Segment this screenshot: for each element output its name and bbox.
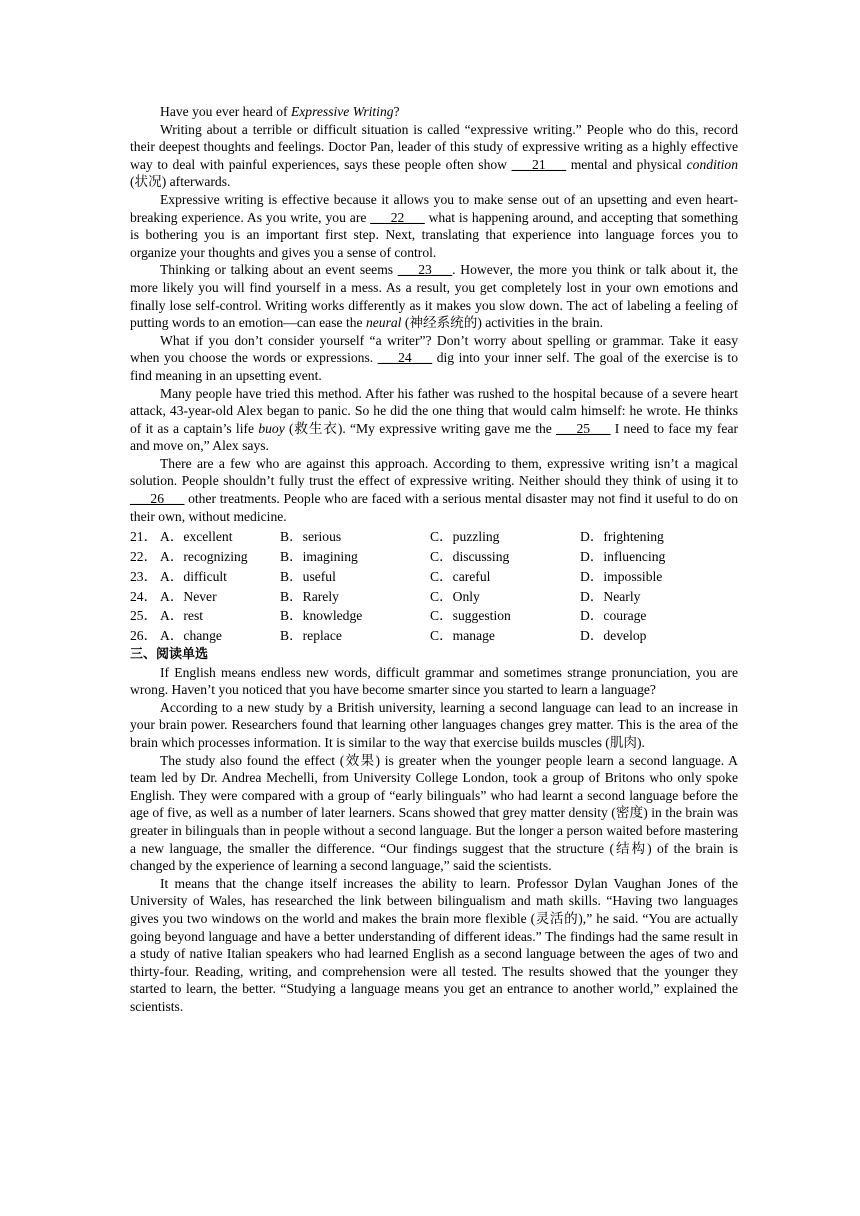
passage1-paragraph-4	[130, 261, 738, 331]
text: What if you don’t consider yourself “a writer”? Don’t worry about spelling or grammar. Take it easy when you choose the words or expressions.	[130, 332, 738, 366]
italic-term: condition	[686, 156, 738, 172]
question-number: 25．	[130, 608, 158, 624]
option-a: A．excellent	[160, 529, 233, 545]
text: . However, the more you think or talk about it, the more likely you will find yourself in a mess. As a result, you get completely lost in your own emotions and finally lose self-control. Writing works differently as it makes you slow down. The act of labeling a feeling of putting words to an emotion—can ease the	[130, 262, 738, 331]
question-number: 21．	[130, 529, 158, 545]
option-d: D．frightening	[580, 529, 664, 545]
passage2-paragraph-3: The study also found the effect (效果) is greater when the younger people learn a second language. A team led by Dr. Andrea Mechelli, from University College London, took a group of Britons who only spoke English. They were compared with a group of “early bilinguals” who had learnt a second language before the age of five, as well as a number of later learners. Scans showed that grey matter density (密度) in the brain was greater in bilinguals than in people without a second language. But the longer a person waited before mastering a new language, the smaller the difference. “Our findings suggest that the structure (结构) of the brain is changed by the experience of learning a second language,” said the scientists.	[130, 752, 738, 874]
text: (神经系统的) activities in the brain.	[401, 315, 604, 331]
passage2-paragraph-4: It means that the change itself increases the ability to learn. Professor Dylan Vaughan Jones of the University of Wales, has researched the link between bilingualism and math skills. “Having two languages gives you two windows on the world and makes the brain more flexible (灵活的),” he said. “You are actually going beyond language and have a better understanding of different ideas.” The findings had the same result in a study of native Italian speakers who had learned English as a second language between the ages of two and thirty-four. Reading, writing, and comprehension were all tested. The results showed that the younger they started to learn, the better. “Studying a language means you get an entrance to another world,” explained the scientists.	[130, 875, 738, 1014]
blank-24: ___24___	[377, 350, 433, 366]
text: other treatments. People who are faced with a serious mental disaster may not find it useful to do on their own, without medicine.	[130, 491, 738, 524]
option-b: B．useful	[280, 568, 336, 584]
passage1-paragraph-7	[130, 455, 738, 525]
blank-25: ___25___	[556, 420, 611, 436]
question-number: 22．	[130, 549, 158, 565]
options-list	[130, 527, 738, 646]
option-c: C．suggestion	[430, 608, 511, 624]
question-number: 24．	[130, 588, 158, 604]
option-b: B．Rarely	[280, 588, 339, 604]
option-a: A．recognizing	[160, 549, 248, 565]
option-b: B．imagining	[280, 549, 358, 565]
question-number: 26．	[130, 628, 158, 644]
passage2-paragraph-1: If English means endless new words, difficult grammar and sometimes strange pronunciation, you are wrong. Haven’t you noticed that you have become smarter since you started to learn a language?	[130, 664, 738, 698]
text: Thinking or talking about an event seems	[160, 262, 398, 278]
option-row-22	[130, 547, 738, 567]
option-row-25	[130, 606, 738, 626]
document-page	[130, 103, 738, 1016]
text: There are a few who are against this approach. According to them, expressive writing isn’t a magical solution. People shouldn’t fully trust the effect of expressive writing. Neither should they think of using it to	[130, 455, 738, 489]
italic-term: neural	[365, 315, 402, 331]
option-b: B．replace	[280, 628, 342, 644]
blank-21: ___21___	[511, 156, 567, 172]
option-row-26	[130, 626, 738, 646]
option-c: C．discussing	[430, 549, 510, 565]
option-a: A．rest	[160, 608, 204, 624]
blank-26: ___26___	[130, 491, 185, 507]
italic-term: buoy	[258, 420, 285, 436]
option-c: C．manage	[430, 628, 495, 644]
blank-22: ___22___	[370, 209, 425, 225]
option-b: B．knowledge	[280, 608, 363, 624]
option-a: A．difficult	[160, 568, 227, 584]
option-d: D．influencing	[580, 549, 666, 565]
option-c: C．Only	[430, 588, 480, 604]
option-row-24	[130, 587, 738, 607]
option-d: D．courage	[580, 608, 647, 624]
text: Expressive writing is effective because it allows you to make sense out of an upsetting and even heart-breaking experience. As you write, you are	[130, 191, 738, 225]
passage1-paragraph-3	[130, 191, 738, 261]
text: (状况) afterwards.	[130, 174, 231, 190]
option-a: A．Never	[160, 588, 217, 604]
section-title: 三、阅读单选	[130, 647, 209, 663]
text: Writing about a terrible or difficult situation is called “expressive writing.” People who do this, record their deepest thoughts and feelings. Doctor Pan, leader of this study of expressive writing as a highly effective way to deal with painful experiences, says these people often show	[130, 121, 738, 172]
text: I need to face my fear and move on,” Alex says.	[130, 420, 739, 454]
italic-term: Expressive Writing	[290, 104, 394, 119]
option-c: C．careful	[430, 568, 491, 584]
passage1-paragraph-2	[130, 121, 738, 191]
text: mental and physical	[566, 156, 687, 172]
text: what is happening around, and accepting that something is bothering you is an important first step. Next, translating that experience into language forces you to organize your thoughts and gives you a sense of control.	[130, 209, 738, 260]
option-row-23	[130, 567, 738, 587]
passage1-paragraph-1	[130, 103, 738, 121]
question-number: 23．	[130, 568, 158, 584]
text: ?	[393, 104, 400, 119]
passage2-paragraph-2: According to a new study by a British university, learning a second language can lead to an increase in your brain power. Researchers found that learning other languages changes grey matter. This is the area of the brain which processes information. It is similar to the way that exercise builds muscles (肌肉).	[130, 699, 738, 750]
passage1-paragraph-5	[130, 332, 738, 385]
option-a: A．change	[160, 628, 222, 644]
option-b: B．serious	[280, 529, 342, 545]
text: Many people have tried this method. After his father was rushed to the hospital because of a severe heart attack, 43-year-old Alex began to panic. So he did the one thing that would calm himself: he wrote. He thinks of it as a captain’s life	[130, 385, 738, 436]
passage1-paragraph-6	[130, 385, 738, 455]
text: Have you ever heard of	[160, 104, 291, 119]
text: (救生衣). “My expressive writing gave me the	[284, 420, 557, 436]
option-d: D．develop	[580, 628, 647, 644]
blank-23: ___23___	[397, 262, 453, 278]
option-row-21	[130, 527, 738, 547]
text: dig into your inner self. The goal of the exercise is to find meaning in an upsetting event.	[130, 350, 739, 383]
option-c: C．puzzling	[430, 529, 500, 545]
option-d: D．impossible	[580, 568, 663, 584]
option-d: D．Nearly	[580, 588, 641, 604]
